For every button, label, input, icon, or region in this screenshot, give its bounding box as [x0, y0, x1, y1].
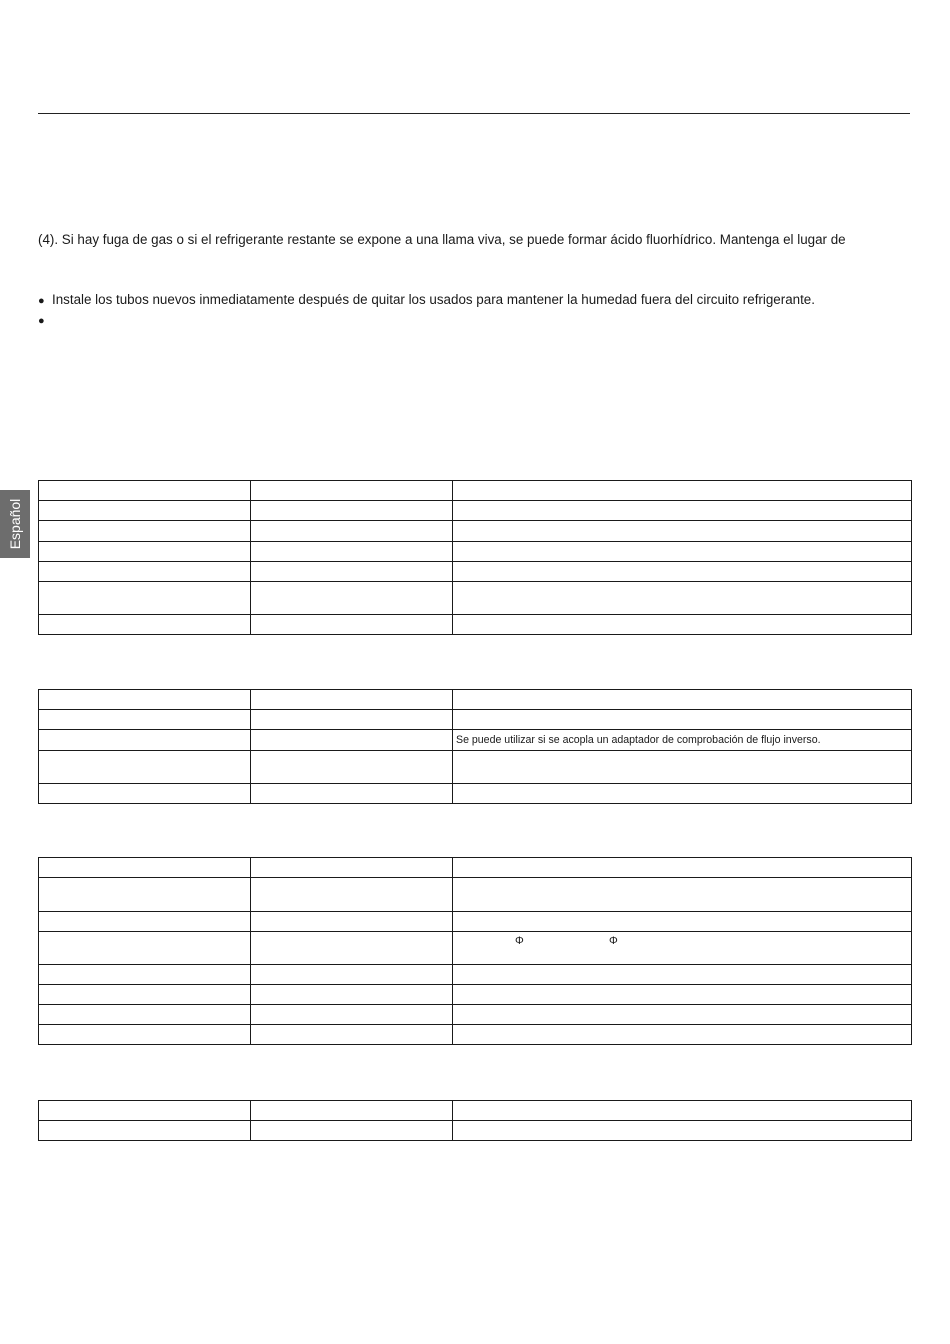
table-row — [39, 542, 912, 562]
table-cell — [39, 932, 251, 965]
table-cell — [251, 1121, 453, 1141]
bullet-text: Instale los tubos nuevos inmediatamente después de quitar los usados para mantener la humedad fuera del circuito refrigerante. — [52, 292, 815, 307]
table-cell — [453, 985, 912, 1005]
tools-table-4 — [38, 1100, 912, 1141]
table-cell — [39, 481, 251, 501]
table-row — [39, 1005, 912, 1025]
table-cell — [251, 1025, 453, 1045]
table-cell — [251, 481, 453, 501]
table-cell — [251, 1101, 453, 1121]
table-cell — [39, 615, 251, 635]
table-cell — [39, 1101, 251, 1121]
language-tab-label: Español — [7, 498, 23, 550]
table-cell — [39, 501, 251, 521]
table-cell — [251, 690, 453, 710]
table-cell — [251, 521, 453, 542]
table-cell — [39, 582, 251, 615]
table-cell — [251, 1005, 453, 1025]
table-row — [39, 784, 912, 804]
table-cell — [39, 784, 251, 804]
table-cell — [453, 582, 912, 615]
tools-table-3 — [38, 857, 912, 1045]
table-cell — [251, 912, 453, 932]
table-cell — [251, 582, 453, 615]
table-cell — [39, 985, 251, 1005]
table-cell — [453, 858, 912, 878]
language-tab — [0, 490, 30, 558]
table-cell — [251, 965, 453, 985]
table-cell — [453, 1005, 912, 1025]
tools-table-1 — [38, 480, 912, 635]
table-cell — [453, 710, 912, 730]
table-row — [39, 932, 912, 965]
table-cell — [453, 932, 912, 965]
table-cell — [453, 784, 912, 804]
table-row — [39, 521, 912, 542]
table-row — [39, 751, 912, 784]
table-cell — [39, 562, 251, 582]
table-cell — [39, 1025, 251, 1045]
table-cell — [39, 751, 251, 784]
table-row — [39, 912, 912, 932]
table-cell — [251, 858, 453, 878]
table-cell — [251, 985, 453, 1005]
table-cell — [453, 521, 912, 542]
table-cell — [39, 710, 251, 730]
bullet-icon: ● — [38, 315, 45, 327]
table-row — [39, 1121, 912, 1141]
table-row — [39, 481, 912, 501]
table-row — [39, 615, 912, 635]
table-cell — [251, 932, 453, 965]
tools-table-2 — [38, 689, 912, 804]
table-row — [39, 965, 912, 985]
table-cell — [453, 615, 912, 635]
reverse-flow-note: Se puede utilizar si se acopla un adaptador de comprobación de flujo inverso. — [453, 730, 912, 751]
header-rule — [38, 113, 910, 114]
table-cell — [251, 542, 453, 562]
table-row — [39, 690, 912, 710]
table-cell — [39, 912, 251, 932]
table-row — [39, 1101, 912, 1121]
table-cell — [251, 615, 453, 635]
table-cell — [39, 730, 251, 751]
table-row — [39, 1025, 912, 1045]
table-cell — [39, 878, 251, 912]
paragraph-4: (4). Si hay fuga de gas o si el refrigerante restante se expone a una llama viva, se puede formar ácido fluorhídrico. Mantenga el lugar de — [38, 232, 846, 247]
table-cell — [251, 751, 453, 784]
table-row — [39, 730, 912, 751]
table-cell — [251, 730, 453, 751]
table-cell — [453, 481, 912, 501]
table-cell — [39, 965, 251, 985]
table-cell — [453, 1025, 912, 1045]
table-cell — [39, 521, 251, 542]
table-cell — [453, 965, 912, 985]
table-cell — [251, 878, 453, 912]
table-cell — [453, 751, 912, 784]
bullet-item-2 — [38, 312, 52, 329]
table-row — [39, 985, 912, 1005]
table-cell — [39, 1121, 251, 1141]
table-cell — [453, 1101, 912, 1121]
table-row — [39, 501, 912, 521]
table-row — [39, 562, 912, 582]
table-cell — [39, 1005, 251, 1025]
table-cell — [39, 858, 251, 878]
table-row — [39, 878, 912, 912]
table-cell — [453, 1121, 912, 1141]
table-cell — [251, 710, 453, 730]
bullet-icon: ● — [38, 295, 45, 307]
table-row — [39, 858, 912, 878]
phi-symbol: Φ — [515, 935, 524, 947]
table-cell — [39, 542, 251, 562]
table-cell — [453, 878, 912, 912]
bullet-item-1 — [38, 292, 815, 309]
table-cell — [251, 562, 453, 582]
table-cell — [453, 690, 912, 710]
table-row — [39, 710, 912, 730]
table-cell — [453, 912, 912, 932]
table-cell — [251, 784, 453, 804]
table-cell — [453, 542, 912, 562]
table-cell — [453, 501, 912, 521]
table-row — [39, 582, 912, 615]
phi-symbol: Φ — [609, 935, 618, 947]
table-cell — [251, 501, 453, 521]
table-cell — [39, 690, 251, 710]
table-cell — [453, 562, 912, 582]
